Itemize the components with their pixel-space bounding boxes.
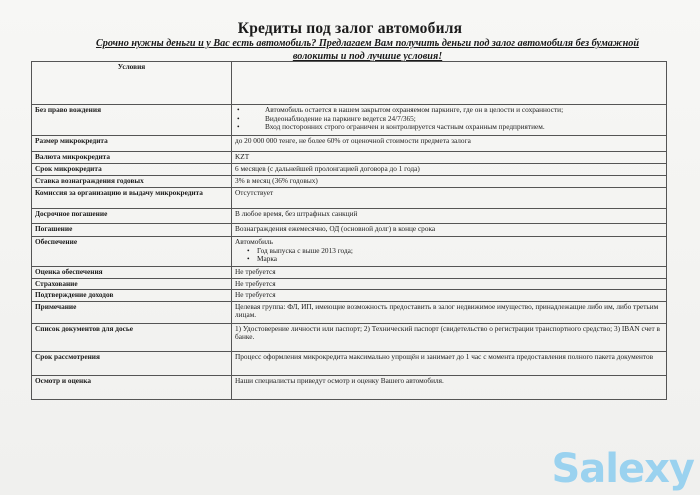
table-row <box>32 209 667 224</box>
row-value: 1) Удостоверение личности или паспорт; 2) Технический паспорт (свидетельство о регистрации транспортного средство; 3) IBAN счет в банке. <box>232 323 667 351</box>
watermark-logo: Salexy <box>551 446 694 492</box>
table-row <box>32 164 667 176</box>
row-value: Целевая группа: ФЛ, ИП, имеющие возможность предоставить в залог недвижимое имущество, принадлежащие либо им, либо третьим лицам. <box>232 301 667 323</box>
row-key: Страхование <box>32 278 232 290</box>
list-item: • Видеонаблюдение на паркинге ведется 24/7/365; <box>235 115 663 124</box>
table-row <box>32 375 667 399</box>
page-title: Кредиты под залог автомобиля <box>237 20 463 37</box>
row-key: Валюта микрокредита <box>32 152 232 164</box>
row-key: Ставка вознаграждения годовых <box>32 176 232 188</box>
row-key: Срок микрокредита <box>32 164 232 176</box>
row-value: Отсутствует <box>232 188 667 209</box>
row-value: Не требуется <box>232 267 667 279</box>
row-value: В любое время, без штрафных санкций <box>232 209 667 224</box>
table-header-row <box>32 62 667 105</box>
row-key: Подтверждение доходов <box>32 290 232 302</box>
row-key: Обеспечение <box>32 237 232 267</box>
row-value: 6 месяцев (с дальнейшей пролонгацией договора до 1 года) <box>232 164 667 176</box>
collateral-label: Автомобиль <box>235 237 273 246</box>
loan-terms-table <box>31 61 667 400</box>
row-key: Комиссия за организацию и выдачу микрокредита <box>32 188 232 209</box>
row-value: 3% в месяц (36% годовых) <box>232 176 667 188</box>
row-value: KZT <box>232 152 667 164</box>
row-value: до 20 000 000 тенге, не более 60% от оценочной стоимости предмета залога <box>232 136 667 152</box>
header-empty <box>232 62 667 105</box>
row-value: Не требуется <box>232 290 667 302</box>
row-key: Осмотр и оценка <box>32 375 232 399</box>
row-key: Досрочное погашение <box>32 209 232 224</box>
header-conditions: Условия <box>32 62 232 105</box>
list-item: • Год выпуска с выше 2013 года; <box>235 247 663 256</box>
table-row <box>32 237 667 267</box>
table-row <box>32 278 667 290</box>
table-row <box>32 136 667 152</box>
row-key: Примечание <box>32 301 232 323</box>
table-row <box>32 301 667 323</box>
table-row <box>32 351 667 375</box>
row-value <box>232 105 667 136</box>
page-subtitle: Срочно нужны деньги и у Вас есть автомобиль? Предлагаем Вам получить деньги под залог автомобиля без бумажной волокиты и под лучшие условия! <box>95 38 640 62</box>
row-value: Не требуется <box>232 278 667 290</box>
table-row <box>32 267 667 279</box>
row-key: Без право вождения <box>32 105 232 136</box>
row-key: Размер микрокредита <box>32 136 232 152</box>
row-key: Срок рассмотрения <box>32 351 232 375</box>
table-row <box>32 188 667 209</box>
row-key: Погашение <box>32 224 232 237</box>
table-row <box>32 224 667 237</box>
table-row <box>32 176 667 188</box>
row-key: Список документов для досье <box>32 323 232 351</box>
row-value: Наши специалисты приведут осмотр и оценку Вашего автомобиля. <box>232 375 667 399</box>
row-value: Процесс оформления микрокредита максимально упрощён и занимает до 1 час с момента предоставления полного пакета документов <box>232 351 667 375</box>
list-item: • Автомобиль остается в нашем закрытом охраняемом паркинге, где он в целости и сохранности; <box>235 106 663 115</box>
table-row <box>32 290 667 302</box>
list-item: • Марка <box>235 255 663 264</box>
list-item: • Вход посторонних строго ограничен и контролируется частным охранным предприятием. <box>235 123 663 132</box>
row-value <box>232 237 667 267</box>
table-row <box>32 323 667 351</box>
row-value: Вознаграждения ежемесячно, ОД (основной долг) в конце срока <box>232 224 667 237</box>
table-row <box>32 105 667 136</box>
table-row <box>32 152 667 164</box>
row-key: Оценка обеспечения <box>32 267 232 279</box>
